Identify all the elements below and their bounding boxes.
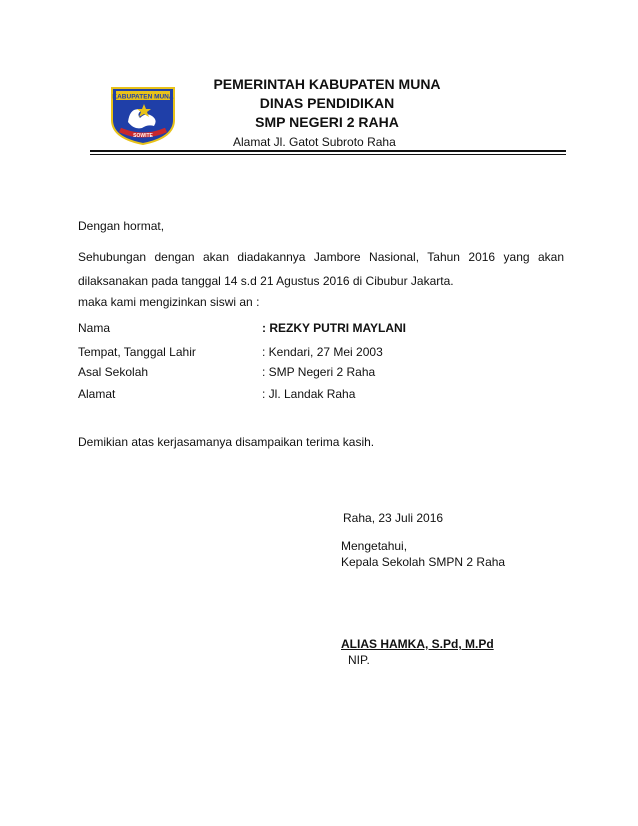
header-line-1: PEMERINTAH KABUPATEN MUNA — [213, 76, 441, 92]
field-label-birth: Tempat, Tanggal Lahir — [78, 345, 196, 359]
field-label-school: Asal Sekolah — [78, 365, 149, 379]
header-line-2: DINAS PENDIDIKAN — [259, 95, 395, 111]
logo-text-bottom: SOWITE — [133, 133, 153, 139]
paragraph-line-3: maka kami mengizinkan siswi an : — [78, 295, 260, 309]
header-address: Alamat Jl. Gatot Subroto Raha — [233, 135, 396, 149]
field-label-address: Alamat — [78, 387, 116, 401]
field-label-name: Nama — [78, 321, 111, 335]
greeting: Dengan hormat, — [78, 219, 165, 233]
signatory-nip: NIP. — [348, 653, 370, 667]
header-line-3: SMP NEGERI 2 RAHA — [255, 114, 399, 130]
signatory-position: Kepala Sekolah SMPN 2 Raha — [341, 555, 506, 569]
field-value-birth: : Kendari, 27 Mei 2003 — [262, 345, 383, 359]
closing-sentence: Demikian atas kerjasamanya disampaikan terima kasih. — [78, 435, 375, 449]
acknowledged-label: Mengetahui, — [341, 539, 408, 553]
place-date: Raha, 23 Juli 2016 — [343, 511, 444, 525]
paragraph-line-1: Sehubungan dengan akan diadakannya Jambore Nasional, Tahun 2016 yang akan — [78, 250, 564, 264]
shield-emblem-icon — [106, 84, 180, 146]
field-value-address: : Jl. Landak Raha — [262, 387, 356, 401]
field-value-name: : REZKY PUTRI MAYLANI — [262, 321, 407, 335]
header-divider-thick — [90, 150, 566, 152]
paragraph-line-2: dilaksanakan pada tanggal 14 s.d 21 Agustus 2016 di Cibubur Jakarta. — [78, 274, 454, 288]
field-value-school: : SMP Negeri 2 Raha — [262, 365, 376, 379]
signatory-name: ALIAS HAMKA, S.Pd, M.Pd — [341, 637, 494, 651]
logo-text-top: KABUPATEN MUNA — [112, 93, 174, 101]
regency-logo — [106, 84, 180, 146]
header-divider-thin — [90, 154, 566, 155]
